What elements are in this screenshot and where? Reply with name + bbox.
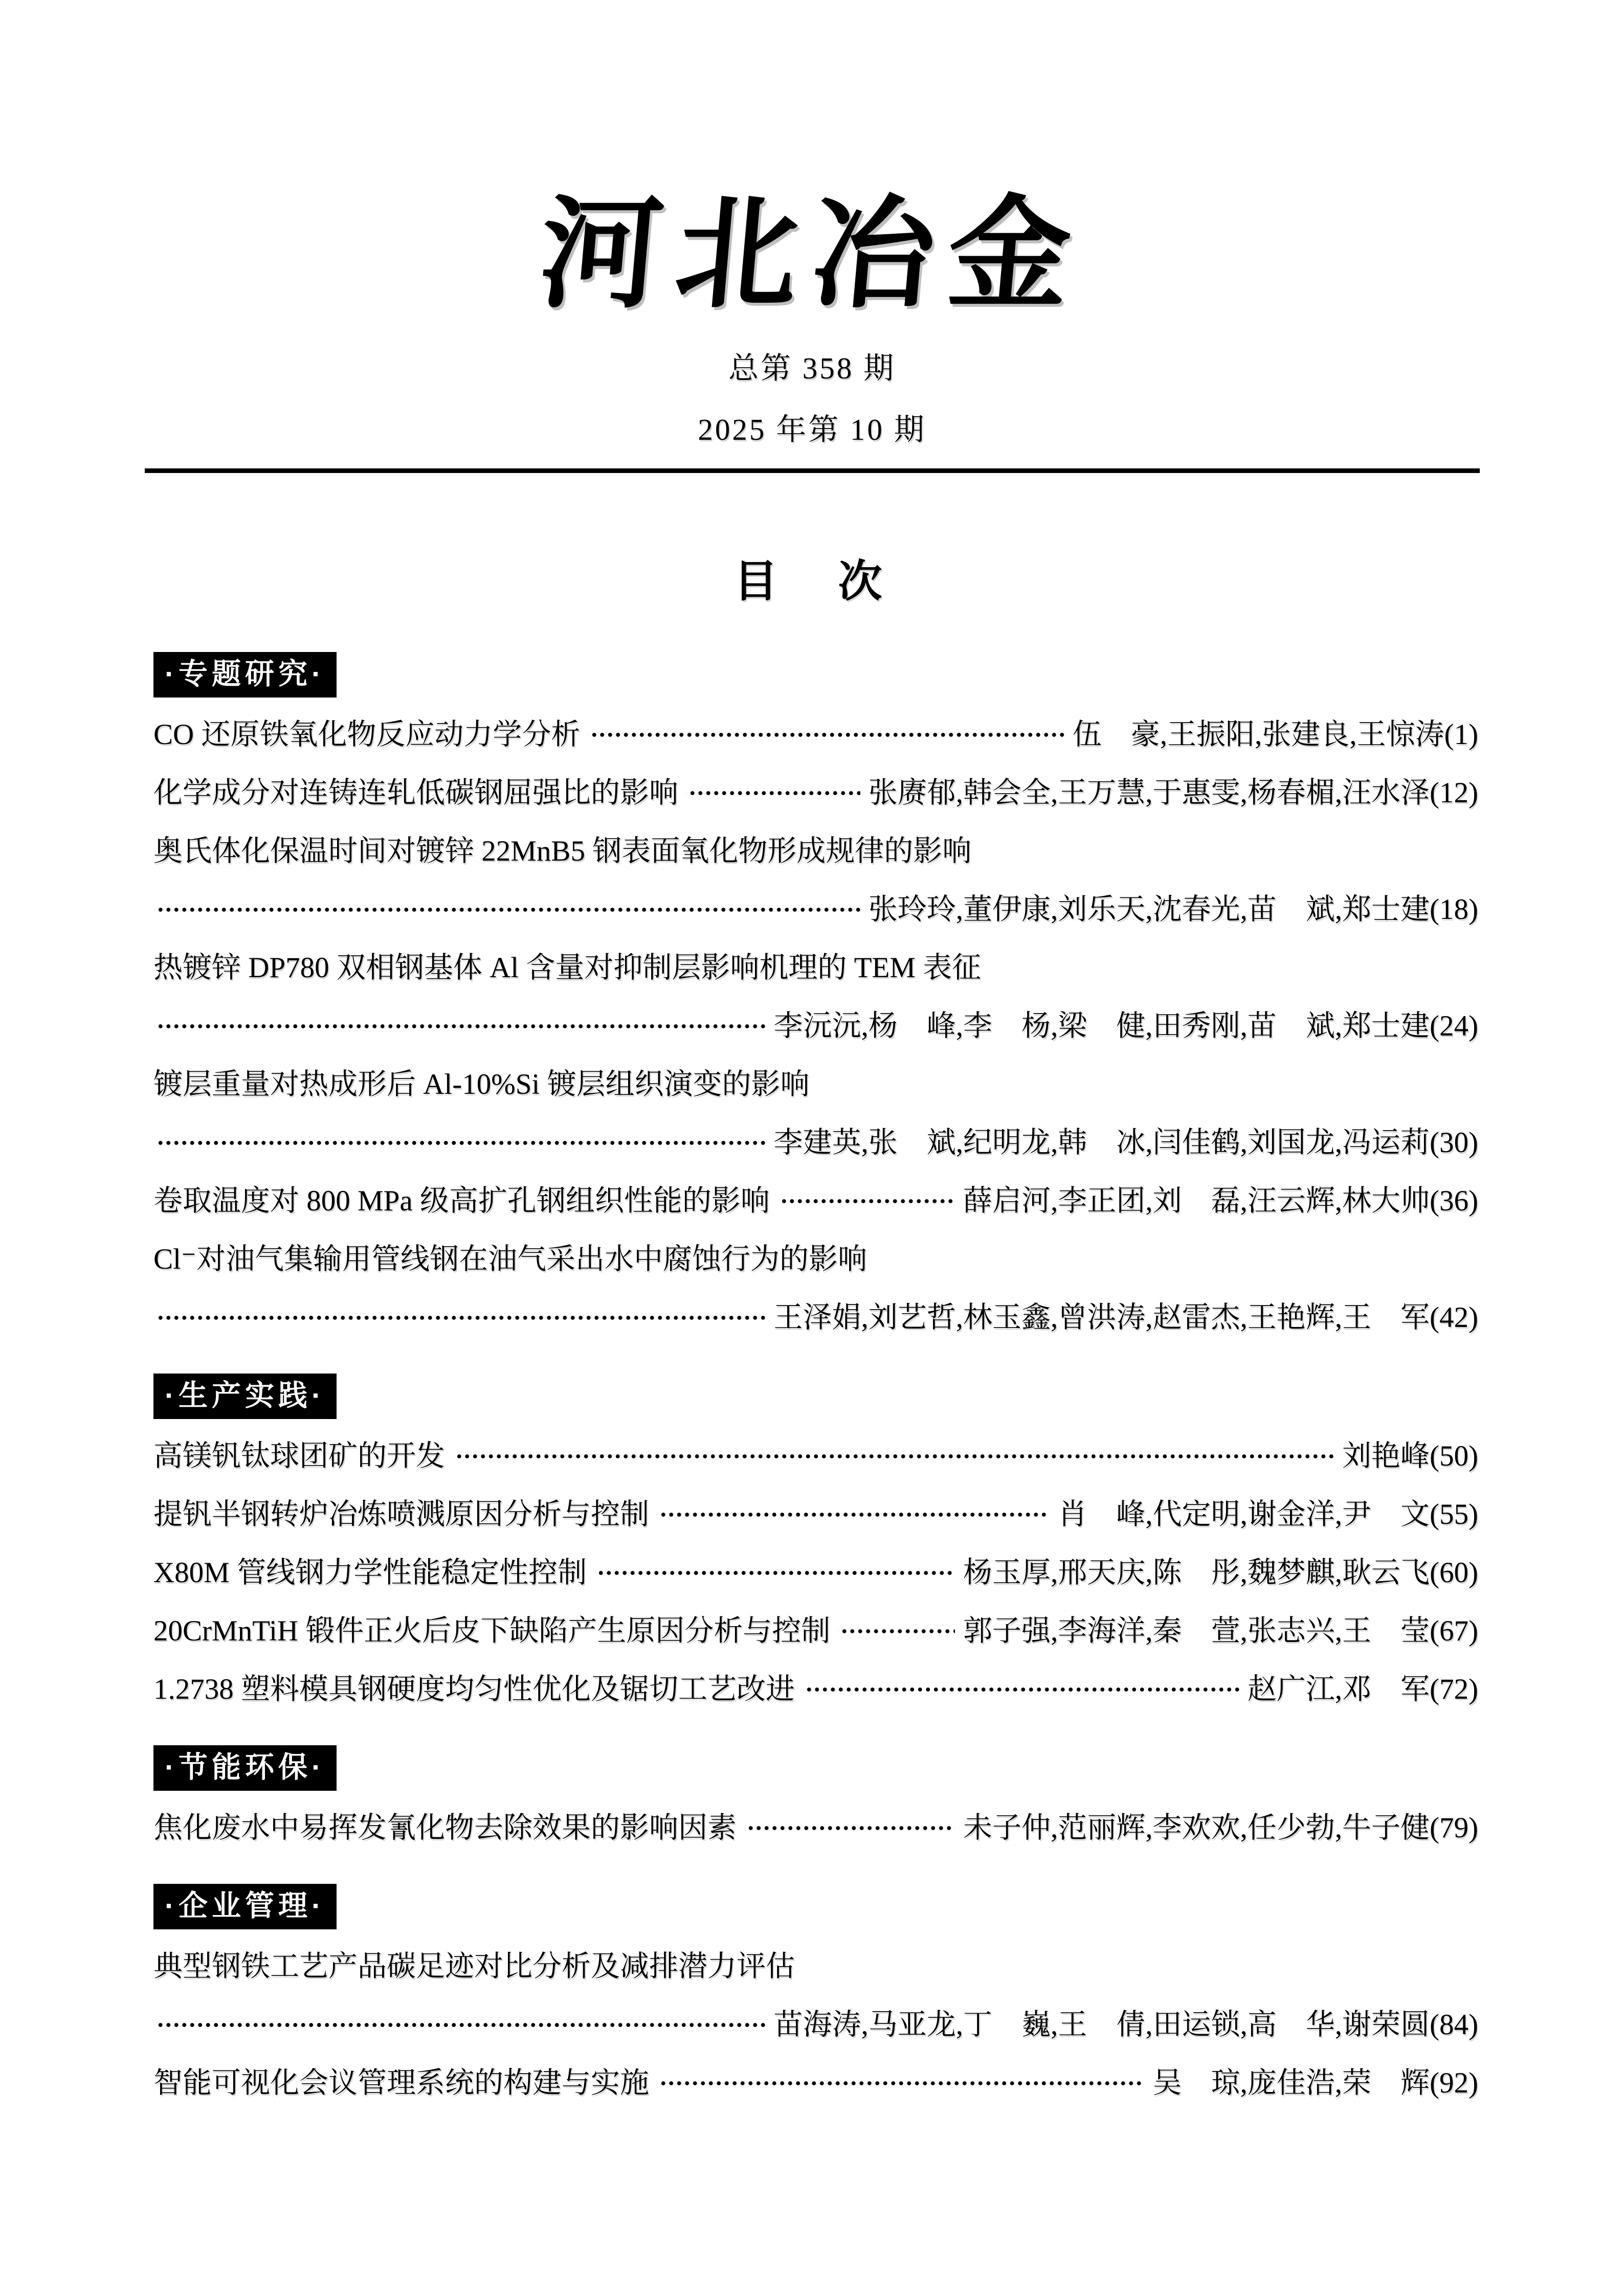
toc-entry: [153, 1602, 1478, 1660]
entry-title: 1.2738 塑料模具钢硬度均匀性优化及锯切工艺改进: [153, 1673, 795, 1705]
toc-entry: [153, 1660, 1478, 1719]
dot-leader: [838, 1616, 955, 1646]
dot-leader: [453, 1442, 1334, 1471]
toc-entry: [153, 939, 1478, 997]
toc-entry: [153, 1172, 1478, 1230]
divider-rule: [145, 468, 1480, 473]
dot-leader: [154, 1128, 766, 1158]
toc-entry: [153, 1799, 1478, 1857]
entry-authors: 杨玉厚,邢天庆,陈 彤,魏梦麒,耿云飞(60): [963, 1557, 1478, 1589]
dot-leader: [154, 2010, 766, 2040]
entry-title: 典型钢铁工艺产品碳足迹对比分析及减排潜力评估: [153, 1950, 795, 1983]
section-badge-special-research: ·专题研究·: [153, 652, 337, 697]
dot-leader: [657, 2068, 1145, 2098]
masthead: [0, 0, 1624, 473]
toc-entry-continuation: [153, 1289, 1478, 1347]
dot-leader: [154, 1303, 766, 1333]
entry-title: 镀层重量对热成形后 Al-10%Si 镀层组织演变的影响: [153, 1068, 810, 1100]
entry-authors: 薛启河,李正团,刘 磊,汪云辉,林大帅(36): [963, 1185, 1478, 1217]
issue-overall-number: 总第 358 期: [728, 351, 896, 385]
entry-authors: 王泽娟,刘艺哲,林玉鑫,曾洪涛,赵雷杰,王艳辉,王 军(42): [773, 1301, 1478, 1334]
dot-leader: [657, 1500, 1050, 1529]
dot-leader: [595, 1558, 955, 1588]
dot-leader: [154, 1011, 766, 1041]
entry-authors: 吴 琼,庞佳浩,荣 辉(92): [1152, 2067, 1478, 2099]
toc-entry: [153, 1427, 1478, 1485]
toc-entry: [153, 1938, 1478, 1996]
entry-title: 热镀锌 DP780 双相钢基体 Al 含量对抑制层影响机理的 TEM 表征: [153, 952, 982, 984]
toc-entry-continuation: [153, 1114, 1478, 1172]
toc-entry: [153, 1544, 1478, 1602]
toc-entry-continuation: [153, 1996, 1478, 2054]
entry-authors: 伍 豪,王振阳,张建良,王惊涛(1): [1072, 718, 1478, 751]
entry-title: Cl⁻对油气集输用管线钢在油气采出水中腐蚀行为的影响: [153, 1243, 867, 1275]
entry-authors: 郭子强,李海洋,秦 萱,张志兴,王 莹(67): [963, 1615, 1478, 1647]
dot-leader: [803, 1675, 1239, 1704]
section-badge-production-practice: ·生产实践·: [153, 1374, 337, 1419]
entry-title: 奥氏体化保温时间对镀锌 22MnB5 钢表面氧化物形成规律的影响: [153, 835, 972, 867]
entry-title: 提钒半钢转炉冶炼喷溅原因分析与控制: [153, 1498, 649, 1530]
entry-title: 20CrMnTiH 锻件正火后皮下缺陷产生原因分析与控制: [153, 1615, 831, 1647]
dot-leader: [588, 720, 1064, 750]
section-badge-enterprise-management: ·企业管理·: [153, 1884, 337, 1929]
entry-authors: 刘艳峰(50): [1342, 1440, 1478, 1472]
entry-title: 焦化废水中易挥发氰化物去除效果的影响因素: [153, 1812, 737, 1844]
entry-title: 卷取温度对 800 MPa 级高扩孔钢组织性能的影响: [153, 1185, 770, 1217]
entry-title: 高镁钒钛球团矿的开发: [153, 1440, 445, 1472]
toc-entry: [153, 1485, 1478, 1544]
entry-authors: 张赓郁,韩会全,王万慧,于惠雯,杨春楣,汪水泽(12): [868, 777, 1478, 809]
toc-entry: [153, 706, 1478, 764]
entry-authors: 未子仲,范丽辉,李欢欢,任少勃,牛子健(79): [963, 1812, 1478, 1844]
toc-content: [0, 609, 1624, 2112]
section-badge-energy-environment: ·节能环保·: [153, 1745, 337, 1791]
dot-leader: [154, 895, 860, 925]
toc-entry-continuation: [153, 881, 1478, 939]
entry-title: CO 还原铁氧化物反应动力学分析: [153, 718, 581, 751]
dot-leader: [745, 1813, 955, 1843]
toc-entry: [153, 2054, 1478, 2112]
entry-authors: 苗海涛,马亚龙,丁 巍,王 倩,田运锁,高 华,谢荣圆(84): [773, 2009, 1478, 2041]
entry-authors: 张玲玲,董伊康,刘乐天,沈春光,苗 斌,郑士建(18): [868, 893, 1478, 926]
toc-entry: [153, 764, 1478, 822]
toc-heading: 目 次: [733, 557, 891, 606]
dot-leader: [686, 778, 860, 808]
toc-entry: [153, 822, 1478, 881]
entry-authors: 肖 峰,代定明,谢金洋,尹 文(55): [1058, 1498, 1478, 1530]
entry-authors: 赵广江,邓 军(72): [1247, 1673, 1478, 1705]
entry-title: 化学成分对连铸连轧低碳钢屈强比的影响: [153, 777, 678, 809]
journal-title: 河北冶金: [534, 188, 1091, 323]
dot-leader: [778, 1186, 955, 1216]
entry-authors: 李建英,张 斌,纪明龙,韩 冰,闫佳鹤,刘国龙,冯运莉(30): [773, 1127, 1478, 1159]
toc-entry: [153, 1230, 1478, 1289]
entry-title: 智能可视化会议管理系统的构建与实施: [153, 2067, 649, 2099]
issue-year-number: 2025 年第 10 期: [698, 413, 926, 446]
entry-authors: 李沅沅,杨 峰,李 杨,梁 健,田秀刚,苗 斌,郑士建(24): [773, 1010, 1478, 1042]
toc-entry-continuation: [153, 997, 1478, 1055]
toc-entry: [153, 1055, 1478, 1114]
entry-title: X80M 管线钢力学性能稳定性控制: [153, 1557, 587, 1589]
